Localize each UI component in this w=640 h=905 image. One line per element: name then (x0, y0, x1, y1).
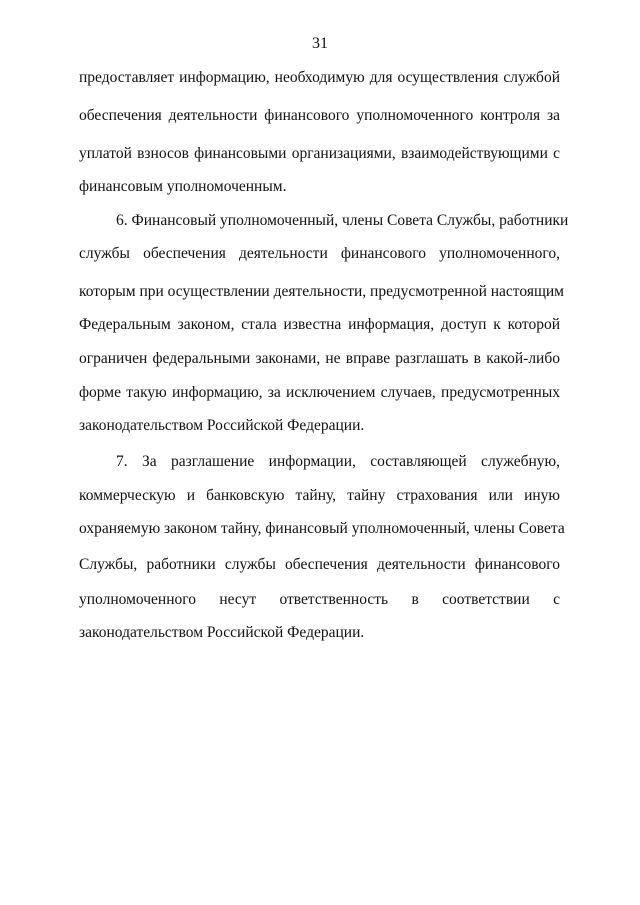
paragraph-line: коммерческую и банковскую тайну, тайну страхования или иную (79, 487, 560, 504)
paragraph-line: Федеральным законом, стала известна информация, доступ к которой (79, 316, 560, 333)
page-number: 31 (312, 35, 328, 52)
paragraph-line: законодательством Российской Федерации. (79, 624, 365, 641)
paragraph-line: обеспечения деятельности финансового уполномоченного контроля за (79, 107, 560, 124)
paragraph-line: ограничен федеральными законами, не вправе разглашать в какой-либо (79, 350, 560, 367)
paragraph-line: службы обеспечения деятельности финансового уполномоченного, (79, 245, 560, 262)
paragraph-line: охраняемую законом тайну, финансовый уполномоченный, члены Совета (79, 520, 565, 537)
paragraph-line: форме такую информацию, за исключением случаев, предусмотренных (79, 384, 560, 401)
paragraph-line: 6. Финансовый уполномоченный, члены Совета Службы, работники (116, 212, 569, 229)
paragraph-line: финансовым уполномоченным. (79, 178, 287, 195)
paragraph-line: законодательством Российской Федерации. (79, 417, 365, 434)
paragraph-line: уплатой взносов финансовыми организациями, взаимодействующими с (79, 145, 560, 162)
paragraph-line: Службы, работники службы обеспечения деятельности финансового (79, 556, 560, 573)
paragraph-line: 7. За разглашение информации, составляющей служебную, (116, 453, 560, 470)
paragraph-line: уполномоченного несут ответственность в соответствии с (79, 591, 560, 608)
paragraph-line: которым при осуществлении деятельности, предусмотренной настоящим (79, 283, 564, 300)
paragraph-line: предоставляет информацию, необходимую для осуществления службой (79, 69, 560, 86)
